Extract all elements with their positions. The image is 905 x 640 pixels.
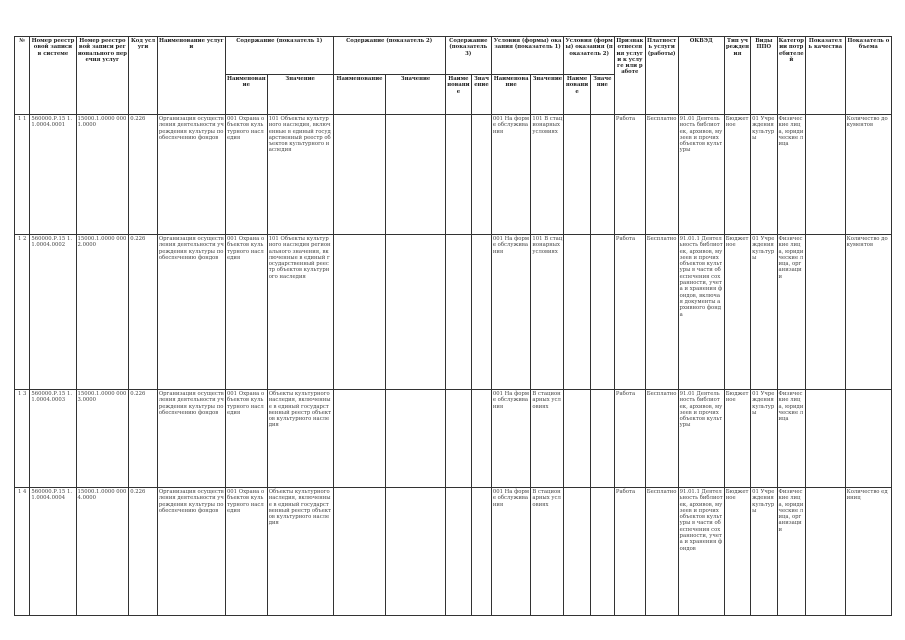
- cell-c3-name: [445, 488, 471, 616]
- sub-header-c1-name: Наименование: [225, 75, 267, 115]
- cell-cond2-value: [590, 390, 614, 488]
- cell-cond1-name: 001 На форме обслуживания: [491, 235, 531, 390]
- cell-reg-number: 560000.Р.15 1.1.0004.0004: [30, 488, 76, 616]
- cell-c2-name: [333, 235, 386, 390]
- cell-c2-name: [333, 390, 386, 488]
- cell-reg-number-subject: 15000.1.0000 0002.0000: [76, 235, 129, 390]
- cell-okved: 91.01.1 Деятельность библиотек, архивов, музеев и прочих объектов культуры в части обеспечения сохранности, учета и хранения фондов: [678, 488, 724, 616]
- cell-number: 1 1: [15, 115, 30, 235]
- col-header-payment: Платность услуги (работы): [645, 37, 678, 115]
- cell-reg-number: 560000.Р.15 1.1.0004.0001: [30, 115, 76, 235]
- cell-cond1-name: 001 На форме обслуживания: [491, 115, 531, 235]
- col-header-content-1: Содержание (показатель 1): [225, 37, 333, 75]
- cell-service-code: 0.226: [129, 115, 158, 235]
- table-row: [15, 488, 892, 616]
- cell-cond1-value: В стационарных условиях: [531, 390, 564, 488]
- cell-types-mo: 01 Учреждения культуры: [751, 235, 777, 390]
- cell-c1-value: Объекты культурного наследия, включенные в единый государственный реестр объектов культурного наследия: [267, 488, 333, 616]
- cell-service-name: Организация осуществления деятельности учреждения культуры по обеспечению фондов: [157, 488, 225, 616]
- cell-cond2-value: [590, 115, 614, 235]
- cell-c1-value: Объекты культурного наследия, включенные в единый государственный реестр объектов культурного наследия: [267, 390, 333, 488]
- cell-cond1-value: В стационарных условиях: [531, 488, 564, 616]
- cell-volume: Количество документов: [845, 115, 891, 235]
- cell-c2-name: [333, 115, 386, 235]
- table-row: [15, 115, 892, 235]
- col-header-content-2: Содержание (показатель 2): [333, 37, 445, 75]
- col-header-condition-1: Условия (формы) оказания (показатель 1): [491, 37, 564, 75]
- cell-c1-name: 001 Охрана объектов культурного наследия: [225, 235, 267, 390]
- cell-quality: [806, 488, 846, 616]
- cell-service-code: 0.226: [129, 235, 158, 390]
- cell-cond2-name: [564, 235, 590, 390]
- cell-c2-value: [386, 235, 445, 390]
- cell-okved: 91.01 Деятельность библиотек, архивов, музеев и прочих объектов культуры: [678, 115, 724, 235]
- cell-service-code: 0.226: [129, 488, 158, 616]
- cell-c2-value: [386, 390, 445, 488]
- cell-service-name: Организация осуществления деятельности учреждения культуры по обеспечению фондов: [157, 115, 225, 235]
- cell-number: 1 3: [15, 390, 30, 488]
- cell-quality: [806, 115, 846, 235]
- cell-c1-value: 101 Объекты культурного наследия регионального значения, включенные в единый государственный реестр объектов культурного наследия: [267, 235, 333, 390]
- cell-volume: Количество документов: [845, 235, 891, 390]
- col-header-type-inst: Тип учреждения: [724, 37, 750, 115]
- cell-volume: [845, 390, 891, 488]
- cell-cond2-name: [564, 390, 590, 488]
- cell-service-name: Организация осуществления деятельности учреждения культуры по обеспечению фондов: [157, 390, 225, 488]
- cell-cond1-value: 101 В стационарных условиях: [531, 115, 564, 235]
- registry-table: [14, 36, 892, 616]
- cell-okved: 91.01.1 Деятельность библиотек, архивов, музеев и прочих объектов культуры в части обеспечения сохранности, учета и хранения фондов, включая документы архивного фонда: [678, 235, 724, 390]
- cell-category: Физические лица, юридические лица: [777, 115, 806, 235]
- cell-reg-number: 560000.Р.15 1.1.0004.0002: [30, 235, 76, 390]
- col-header-reg-number: Номер реестровой записи в системе: [30, 37, 76, 115]
- col-header-service-name: Наименование услуги: [157, 37, 225, 115]
- cell-category: Физические лица, юридические лица, организации: [777, 235, 806, 390]
- cell-c2-name: [333, 488, 386, 616]
- cell-okved: 91.01 Деятельность библиотек, архивов, музеев и прочих объектов культуры: [678, 390, 724, 488]
- cell-cond2-name: [564, 488, 590, 616]
- cell-c2-value: [386, 488, 445, 616]
- col-header-condition-2: Условия (формы) оказания (показатель 2): [564, 37, 615, 75]
- col-header-volume: Показатель объема: [845, 37, 891, 115]
- cell-c2-value: [386, 115, 445, 235]
- cell-category: Физические лица, юридические лица, организации: [777, 488, 806, 616]
- cell-number: 1 4: [15, 488, 30, 616]
- cell-types-mo: 01 Учреждения культуры: [751, 488, 777, 616]
- cell-payment: Бесплатно: [645, 488, 678, 616]
- table-row: [15, 235, 892, 390]
- cell-cond2-name: [564, 115, 590, 235]
- cell-types-mo: 01 Учреждения культуры: [751, 390, 777, 488]
- col-header-category: Категории потребителей: [777, 37, 806, 115]
- cell-sign: Работа: [614, 115, 645, 235]
- sub-header-c1-value: Значение: [267, 75, 333, 115]
- table-row: [15, 390, 892, 488]
- sub-header-c3-value: Значение: [472, 75, 492, 115]
- cell-sign: Работа: [614, 488, 645, 616]
- cell-sign: Работа: [614, 390, 645, 488]
- col-header-content-3: Содержание (показатель 3): [445, 37, 491, 75]
- sub-header-c2-value: Значение: [386, 75, 445, 115]
- cell-c3-value: [472, 115, 492, 235]
- cell-service-name: Организация осуществления деятельности учреждения культуры по обеспечению фондов: [157, 235, 225, 390]
- cell-c3-value: [472, 488, 492, 616]
- cell-cond1-name: 001 На форме обслуживания: [491, 390, 531, 488]
- cell-type-inst: Бюджетное: [724, 488, 750, 616]
- cell-reg-number: 560000.Р.15 1.1.0004.0003: [30, 390, 76, 488]
- col-header-okved: ОКВЭД: [678, 37, 724, 115]
- cell-types-mo: 01 Учреждения культуры: [751, 115, 777, 235]
- cell-type-inst: Бюджетное: [724, 115, 750, 235]
- cell-cond1-value: 101 В стационарных условиях: [531, 235, 564, 390]
- sub-header-cond1-name: Наименование: [491, 75, 531, 115]
- col-header-quality: Показатель качества: [806, 37, 846, 115]
- cell-c3-name: [445, 390, 471, 488]
- cell-volume: Количество единиц: [845, 488, 891, 616]
- cell-c3-value: [472, 235, 492, 390]
- sub-header-cond2-value: Значение: [590, 75, 614, 115]
- col-header-number: №: [15, 37, 30, 115]
- cell-payment: Бесплатно: [645, 115, 678, 235]
- col-header-reg-number-subject: Номер реестровой записи регионального перечня услуг: [76, 37, 129, 115]
- cell-c3-name: [445, 115, 471, 235]
- sub-header-c3-name: Наименование: [445, 75, 471, 115]
- registry-sheet: [14, 36, 892, 615]
- cell-payment: Бесплатно: [645, 235, 678, 390]
- cell-c1-name: 001 Охрана объектов культурного наследия: [225, 115, 267, 235]
- cell-payment: Бесплатно: [645, 390, 678, 488]
- cell-number: 1 2: [15, 235, 30, 390]
- cell-reg-number-subject: 15000.1.0000 0001.0000: [76, 115, 129, 235]
- cell-c3-value: [472, 390, 492, 488]
- cell-type-inst: Бюджетное: [724, 390, 750, 488]
- col-header-types-mo: Виды ППО: [751, 37, 777, 115]
- cell-type-inst: Бюджетное: [724, 235, 750, 390]
- col-header-sign: Признак отнесения услуги к услуге или работе: [614, 37, 645, 115]
- cell-service-code: 0.226: [129, 390, 158, 488]
- header-row-top: [15, 37, 892, 75]
- cell-sign: Работа: [614, 235, 645, 390]
- sub-header-cond1-value: Значение: [531, 75, 564, 115]
- cell-c3-name: [445, 235, 471, 390]
- sub-header-cond2-name: Наименование: [564, 75, 590, 115]
- cell-c1-value: 101 Объекты культурного наследия, включенные в единый государственный реестр объектов культурного наследия: [267, 115, 333, 235]
- cell-reg-number-subject: 15000.1.0000 0004.0000: [76, 488, 129, 616]
- cell-quality: [806, 235, 846, 390]
- sub-header-c2-name: Наименование: [333, 75, 386, 115]
- cell-category: Физические лица, юридические лица: [777, 390, 806, 488]
- cell-quality: [806, 390, 846, 488]
- cell-c1-name: 001 Охрана объектов культурного наследия: [225, 488, 267, 616]
- cell-cond2-value: [590, 235, 614, 390]
- col-header-service-code: Код услуги: [129, 37, 158, 115]
- cell-cond1-name: 001 На форме обслуживания: [491, 488, 531, 616]
- cell-c1-name: 001 Охрана объектов культурного наследия: [225, 390, 267, 488]
- cell-cond2-value: [590, 488, 614, 616]
- cell-reg-number-subject: 15000.1.0000 0003.0000: [76, 390, 129, 488]
